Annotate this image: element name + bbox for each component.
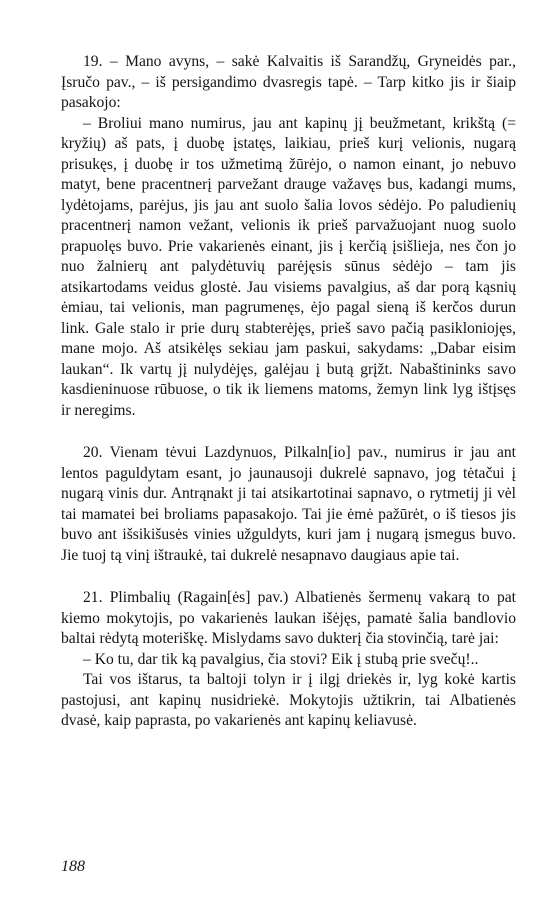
- entry-21: [61, 588, 516, 732]
- entry-20: [61, 443, 516, 566]
- paragraph: 20. Vienam tėvui Lazdynuos, Pilkaln[io] pav., numirus ir jau ant lentos paguldytam esant, jo jaunausoji dukrelė sapnavo, jog tėtačui į nugarą vinis dur. Antrąnakt ji tai atsikartotinai sapnavo, o rytmetij ji vėl tai mamatei bei broliams papasakojo. Tai jie ėmė pažūrėt, o iš tiesos jis buvo ant išsikišusės vinies užguldyts, kuri jam į nugarą įsmegus buvo. Jie tuoj tą vinį ištraukė, tai dukrelė nesapnavo daugiaus apie tai.: [61, 444, 516, 564]
- paragraph: 19. – Mano avyns, – sakė Kalvaitis iš Sarandžų, Gryneidės par., Įsručo pav., – iš persigandimo dvasregis tapė. – Tarp kitko jis ir šiaip pasakojo:: [61, 53, 516, 111]
- paragraph: – Ko tu, dar tik ką pavalgius, čia stovi? Eik į stubą prie svečų!..: [83, 650, 479, 668]
- page-number: 188: [61, 858, 85, 875]
- entry-19: [61, 52, 516, 421]
- paragraph: – Broliui mano numirus, jau ant kapinų jį beužmetant, krikštą (= kryžių) aš pats, į duobę įstatęs, laikiau, prieš kurį velionis, nugarą prisukęs, į duobę ir tos užmetimą žūrėjo, o namon einant, jo nebuvo matyt, bene pracentnerį parvežant drauge važavęs bus, kadangi mums, lydėtojams, parėjus, jis jau ant suolo šalia lovos sėdėjo. Po paludienių pracentnerį namon vežant, velionis ik prieš parvažuojant nuog suolo prapuolęs buvo. Prie vakarienės einant, jis į kerčią įsišlieja, nes čon jo nuo žalnierų ant palydėtuvių parėjęsis sūnus sėdėjo – tam jis atsikartodams veidus glostė. Jau visiems pavalgius, aš dar porą kąsnių ėmiau, tai velionis, man pagrumenęs, ėjo pagal sieną iš kerčos durun link. Gale stalo ir prie durų stabterėjęs, prieš savo pačią pasikloniojęs, mane mojo. Aš atsikėlęs sekiau jam paskui, sakydams: „Dabar eisim laukan“. Ik vartų jį nulydėjęs, galėjau į butą grįžt. Nabaštininks savo kasdieninuose rūbuose, o tik ik liemens matoms, žemyn link lyg ištįsęs ir neregims.: [61, 114, 516, 419]
- paragraph: 21. Plimbalių (Ragain[ės] pav.) Albatienės šermenų vakarą to pat kiemo mokytojis, po vakarienės laukan išėjęs, pamatė šalia bandlovio baltai rėdytą moteriškę. Mislydams savo dukterį čia stovinčią, tarė jai:: [61, 589, 516, 647]
- paragraph: Tai vos ištarus, ta baltoji tolyn ir į ilgį driekės ir, lyg kokė kartis pastojusi, ant kapinų nusidriekė. Mokytojis užtikrin, tai Albatienės dvasė, kaip paprasta, po vakarienės ant kapinų keliavusė.: [61, 671, 516, 729]
